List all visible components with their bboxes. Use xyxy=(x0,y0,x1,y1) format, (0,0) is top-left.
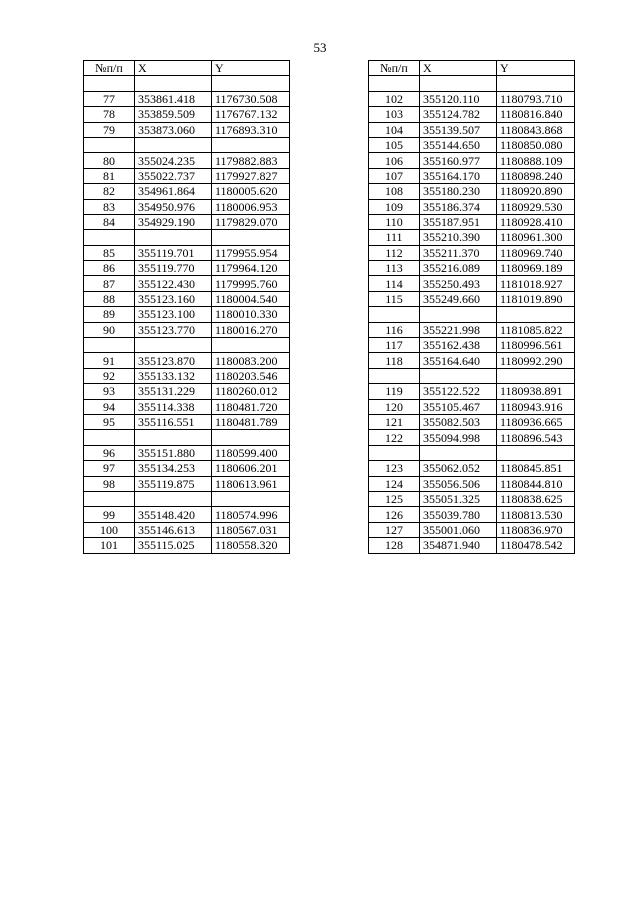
table-row xyxy=(84,491,290,506)
table-row xyxy=(84,338,290,353)
cell-number: 114 xyxy=(369,276,420,291)
table-row xyxy=(369,507,575,522)
cell-number: 123 xyxy=(369,461,420,476)
cell-x xyxy=(420,368,497,383)
cell-number: 103 xyxy=(369,107,420,122)
cell-x: 355119.701 xyxy=(135,245,212,260)
cell-x: 355082.503 xyxy=(420,414,497,429)
cell-y: 1180969.189 xyxy=(497,261,575,276)
table-row xyxy=(369,338,575,353)
header-y: Y xyxy=(497,61,575,76)
cell-number: 90 xyxy=(84,322,135,337)
cell-number xyxy=(369,445,420,460)
cell-number: 89 xyxy=(84,307,135,322)
header-y: Y xyxy=(212,61,290,76)
cell-x: 355162.438 xyxy=(420,338,497,353)
cell-y: 1180004.540 xyxy=(212,291,290,306)
cell-y: 1179882.883 xyxy=(212,153,290,168)
cell-y: 1180843.868 xyxy=(497,122,575,137)
cell-y: 1180850.080 xyxy=(497,137,575,152)
cell-y: 1180938.891 xyxy=(497,384,575,399)
cell-number xyxy=(84,430,135,445)
cell-y: 1179964.120 xyxy=(212,261,290,276)
table-row xyxy=(84,261,290,276)
cell-y: 1180961.300 xyxy=(497,230,575,245)
cell-x: 355119.770 xyxy=(135,261,212,276)
cell-y: 1180992.290 xyxy=(497,353,575,368)
table-row xyxy=(369,414,575,429)
table-row xyxy=(369,153,575,168)
cell-x: 355148.420 xyxy=(135,507,212,522)
cell-y: 1180816.840 xyxy=(497,107,575,122)
cell-y xyxy=(497,76,575,91)
table-row xyxy=(84,476,290,491)
cell-x xyxy=(135,491,212,506)
cell-x: 353859.509 xyxy=(135,107,212,122)
cell-y xyxy=(212,230,290,245)
cell-x: 355151.880 xyxy=(135,445,212,460)
cell-x: 355221.998 xyxy=(420,322,497,337)
table-body-left xyxy=(84,76,290,553)
table-row xyxy=(84,122,290,137)
cell-x: 353873.060 xyxy=(135,122,212,137)
table-row xyxy=(84,399,290,414)
cell-number: 86 xyxy=(84,261,135,276)
cell-number: 105 xyxy=(369,137,420,152)
table-row xyxy=(84,184,290,199)
cell-number xyxy=(369,76,420,91)
cell-x xyxy=(135,430,212,445)
table-row xyxy=(84,522,290,537)
table-row xyxy=(84,414,290,429)
cell-number: 124 xyxy=(369,476,420,491)
cell-y: 1180836.970 xyxy=(497,522,575,537)
cell-x: 355186.374 xyxy=(420,199,497,214)
cell-number xyxy=(84,76,135,91)
cell-number: 80 xyxy=(84,153,135,168)
cell-x: 355133.132 xyxy=(135,368,212,383)
cell-y: 1181019.890 xyxy=(497,291,575,306)
cell-x: 355116.551 xyxy=(135,414,212,429)
header-number: №п/п xyxy=(369,61,420,76)
table-row xyxy=(369,538,575,553)
cell-number: 96 xyxy=(84,445,135,460)
cell-y: 1180574.996 xyxy=(212,507,290,522)
cell-number: 99 xyxy=(84,507,135,522)
table-row xyxy=(369,445,575,460)
cell-y: 1180943.916 xyxy=(497,399,575,414)
table-row xyxy=(369,199,575,214)
cell-y xyxy=(497,307,575,322)
cell-number: 88 xyxy=(84,291,135,306)
cell-x: 355211.370 xyxy=(420,245,497,260)
table-row xyxy=(84,368,290,383)
table-row xyxy=(369,107,575,122)
cell-number: 101 xyxy=(84,538,135,553)
cell-number: 91 xyxy=(84,353,135,368)
table-row xyxy=(369,307,575,322)
cell-number: 125 xyxy=(369,491,420,506)
cell-x: 355134.253 xyxy=(135,461,212,476)
cell-x: 355123.160 xyxy=(135,291,212,306)
cell-number: 82 xyxy=(84,184,135,199)
cell-x: 355123.770 xyxy=(135,322,212,337)
cell-y: 1180928.410 xyxy=(497,214,575,229)
cell-number: 109 xyxy=(369,199,420,214)
cell-y: 1181018.927 xyxy=(497,276,575,291)
cell-number: 98 xyxy=(84,476,135,491)
table-row xyxy=(84,153,290,168)
table-row xyxy=(369,322,575,337)
cell-y: 1179927.827 xyxy=(212,168,290,183)
cell-number: 92 xyxy=(84,368,135,383)
cell-y: 1180016.270 xyxy=(212,322,290,337)
cell-x: 354961.864 xyxy=(135,184,212,199)
cell-y: 1180813.530 xyxy=(497,507,575,522)
cell-x: 355139.507 xyxy=(420,122,497,137)
cell-number: 100 xyxy=(84,522,135,537)
table-row xyxy=(84,384,290,399)
table-row xyxy=(84,507,290,522)
table-row xyxy=(84,291,290,306)
cell-number: 117 xyxy=(369,338,420,353)
cell-number xyxy=(84,338,135,353)
cell-y: 1180006.953 xyxy=(212,199,290,214)
cell-y: 1180083.200 xyxy=(212,353,290,368)
cell-number: 106 xyxy=(369,153,420,168)
cell-x: 355216.089 xyxy=(420,261,497,276)
cell-y: 1180845.851 xyxy=(497,461,575,476)
table-row xyxy=(84,353,290,368)
table-row xyxy=(369,137,575,152)
cell-number: 77 xyxy=(84,91,135,106)
cell-x: 355022.737 xyxy=(135,168,212,183)
cell-number: 87 xyxy=(84,276,135,291)
table-row xyxy=(84,307,290,322)
cell-number: 115 xyxy=(369,291,420,306)
cell-number: 94 xyxy=(84,399,135,414)
cell-x: 355123.870 xyxy=(135,353,212,368)
table-row xyxy=(84,199,290,214)
table-row xyxy=(369,491,575,506)
cell-x xyxy=(135,137,212,152)
table-row xyxy=(84,445,290,460)
cell-x xyxy=(420,307,497,322)
cell-x: 355051.325 xyxy=(420,491,497,506)
table-row xyxy=(84,107,290,122)
cell-y: 1179829.070 xyxy=(212,214,290,229)
cell-x: 355164.170 xyxy=(420,168,497,183)
table-row xyxy=(369,430,575,445)
cell-x: 355115.025 xyxy=(135,538,212,553)
cell-number xyxy=(369,307,420,322)
cell-x: 354929.190 xyxy=(135,214,212,229)
cell-x xyxy=(135,76,212,91)
cell-x: 355164.640 xyxy=(420,353,497,368)
header-number: №п/п xyxy=(84,61,135,76)
cell-number xyxy=(84,491,135,506)
cell-number xyxy=(369,368,420,383)
cell-number: 104 xyxy=(369,122,420,137)
cell-number: 122 xyxy=(369,430,420,445)
cell-y: 1180844.810 xyxy=(497,476,575,491)
table-row xyxy=(84,214,290,229)
cell-number: 112 xyxy=(369,245,420,260)
cell-x: 355120.110 xyxy=(420,91,497,106)
cell-x: 355001.060 xyxy=(420,522,497,537)
table-row xyxy=(84,461,290,476)
cell-x: 355024.235 xyxy=(135,153,212,168)
table-row xyxy=(369,384,575,399)
cell-x: 355131.229 xyxy=(135,384,212,399)
cell-number: 116 xyxy=(369,322,420,337)
cell-y: 1180481.720 xyxy=(212,399,290,414)
cell-x xyxy=(420,76,497,91)
table-row xyxy=(369,184,575,199)
header-x: X xyxy=(420,61,497,76)
cell-y: 1180888.109 xyxy=(497,153,575,168)
cell-x: 355062.052 xyxy=(420,461,497,476)
cell-x: 355056.506 xyxy=(420,476,497,491)
table-row xyxy=(369,76,575,91)
table-row xyxy=(369,476,575,491)
cell-number: 84 xyxy=(84,214,135,229)
cell-y: 1181085.822 xyxy=(497,322,575,337)
table-row xyxy=(84,91,290,106)
cell-y xyxy=(497,368,575,383)
cell-number: 85 xyxy=(84,245,135,260)
cell-x: 354871.940 xyxy=(420,538,497,553)
cell-y: 1180929.530 xyxy=(497,199,575,214)
cell-number: 126 xyxy=(369,507,420,522)
cell-y xyxy=(497,445,575,460)
cell-number: 121 xyxy=(369,414,420,429)
cell-number: 102 xyxy=(369,91,420,106)
table-header-row xyxy=(84,61,290,76)
cell-x: 355146.613 xyxy=(135,522,212,537)
cell-y: 1180478.542 xyxy=(497,538,575,553)
coordinates-table-right xyxy=(368,60,575,554)
table-body-right xyxy=(369,76,575,553)
table-row xyxy=(369,122,575,137)
cell-number: 113 xyxy=(369,261,420,276)
cell-x: 355249.660 xyxy=(420,291,497,306)
cell-number: 83 xyxy=(84,199,135,214)
cell-y xyxy=(212,491,290,506)
cell-y: 1180558.320 xyxy=(212,538,290,553)
table-row xyxy=(369,353,575,368)
cell-x: 354950.976 xyxy=(135,199,212,214)
cell-number: 119 xyxy=(369,384,420,399)
cell-number: 78 xyxy=(84,107,135,122)
cell-x: 355124.782 xyxy=(420,107,497,122)
table-row xyxy=(369,245,575,260)
cell-y: 1180567.031 xyxy=(212,522,290,537)
cell-x xyxy=(135,230,212,245)
cell-y xyxy=(212,137,290,152)
table-row xyxy=(369,276,575,291)
table-row xyxy=(369,91,575,106)
cell-y: 1180969.740 xyxy=(497,245,575,260)
cell-y: 1179955.954 xyxy=(212,245,290,260)
cell-y: 1180838.625 xyxy=(497,491,575,506)
cell-x: 355250.493 xyxy=(420,276,497,291)
table-row xyxy=(369,230,575,245)
cell-number: 118 xyxy=(369,353,420,368)
table-row xyxy=(84,76,290,91)
cell-number: 127 xyxy=(369,522,420,537)
cell-x xyxy=(420,445,497,460)
cell-x: 355123.100 xyxy=(135,307,212,322)
cell-number: 81 xyxy=(84,168,135,183)
cell-y: 1176767.132 xyxy=(212,107,290,122)
cell-x: 355119.875 xyxy=(135,476,212,491)
cell-y xyxy=(212,430,290,445)
table-row xyxy=(84,245,290,260)
table-row xyxy=(369,522,575,537)
table-row xyxy=(369,214,575,229)
cell-y: 1180996.561 xyxy=(497,338,575,353)
cell-y: 1180606.201 xyxy=(212,461,290,476)
cell-x: 355114.338 xyxy=(135,399,212,414)
cell-x: 355180.230 xyxy=(420,184,497,199)
cell-number: 93 xyxy=(84,384,135,399)
cell-y xyxy=(212,76,290,91)
cell-x: 355187.951 xyxy=(420,214,497,229)
table-row xyxy=(84,322,290,337)
cell-y: 1180481.789 xyxy=(212,414,290,429)
cell-number xyxy=(84,230,135,245)
cell-x: 355122.430 xyxy=(135,276,212,291)
cell-y: 1180203.546 xyxy=(212,368,290,383)
cell-number xyxy=(84,137,135,152)
cell-y: 1180896.543 xyxy=(497,430,575,445)
cell-number: 128 xyxy=(369,538,420,553)
table-row xyxy=(84,137,290,152)
cell-x: 353861.418 xyxy=(135,91,212,106)
table-row xyxy=(84,168,290,183)
cell-y: 1180599.400 xyxy=(212,445,290,460)
cell-y: 1180005.620 xyxy=(212,184,290,199)
table-header-row xyxy=(369,61,575,76)
table-row xyxy=(84,430,290,445)
cell-x: 355144.650 xyxy=(420,137,497,152)
cell-x xyxy=(135,338,212,353)
cell-y: 1180920.890 xyxy=(497,184,575,199)
cell-y: 1180260.012 xyxy=(212,384,290,399)
cell-y: 1180010.330 xyxy=(212,307,290,322)
cell-y: 1176893.310 xyxy=(212,122,290,137)
cell-y: 1180613.961 xyxy=(212,476,290,491)
cell-y: 1180936.665 xyxy=(497,414,575,429)
cell-x: 355039.780 xyxy=(420,507,497,522)
cell-y: 1179995.760 xyxy=(212,276,290,291)
cell-x: 355122.522 xyxy=(420,384,497,399)
table-row xyxy=(369,461,575,476)
cell-number: 120 xyxy=(369,399,420,414)
cell-number: 110 xyxy=(369,214,420,229)
cell-y: 1180898.240 xyxy=(497,168,575,183)
cell-x: 355210.390 xyxy=(420,230,497,245)
header-x: X xyxy=(135,61,212,76)
cell-number: 108 xyxy=(369,184,420,199)
table-row xyxy=(369,399,575,414)
table-row xyxy=(84,538,290,553)
cell-number: 111 xyxy=(369,230,420,245)
page-number: 53 xyxy=(313,40,327,55)
cell-number: 79 xyxy=(84,122,135,137)
table-row xyxy=(369,291,575,306)
cell-number: 97 xyxy=(84,461,135,476)
table-row xyxy=(84,230,290,245)
table-row xyxy=(369,168,575,183)
table-row xyxy=(369,368,575,383)
coordinates-table-left xyxy=(83,60,290,554)
cell-y xyxy=(212,338,290,353)
cell-y: 1180793.710 xyxy=(497,91,575,106)
cell-number: 107 xyxy=(369,168,420,183)
cell-y: 1176730.508 xyxy=(212,91,290,106)
cell-x: 355160.977 xyxy=(420,153,497,168)
cell-x: 355105.467 xyxy=(420,399,497,414)
table-row xyxy=(84,276,290,291)
table-row xyxy=(369,261,575,276)
cell-number: 95 xyxy=(84,414,135,429)
cell-x: 355094.998 xyxy=(420,430,497,445)
